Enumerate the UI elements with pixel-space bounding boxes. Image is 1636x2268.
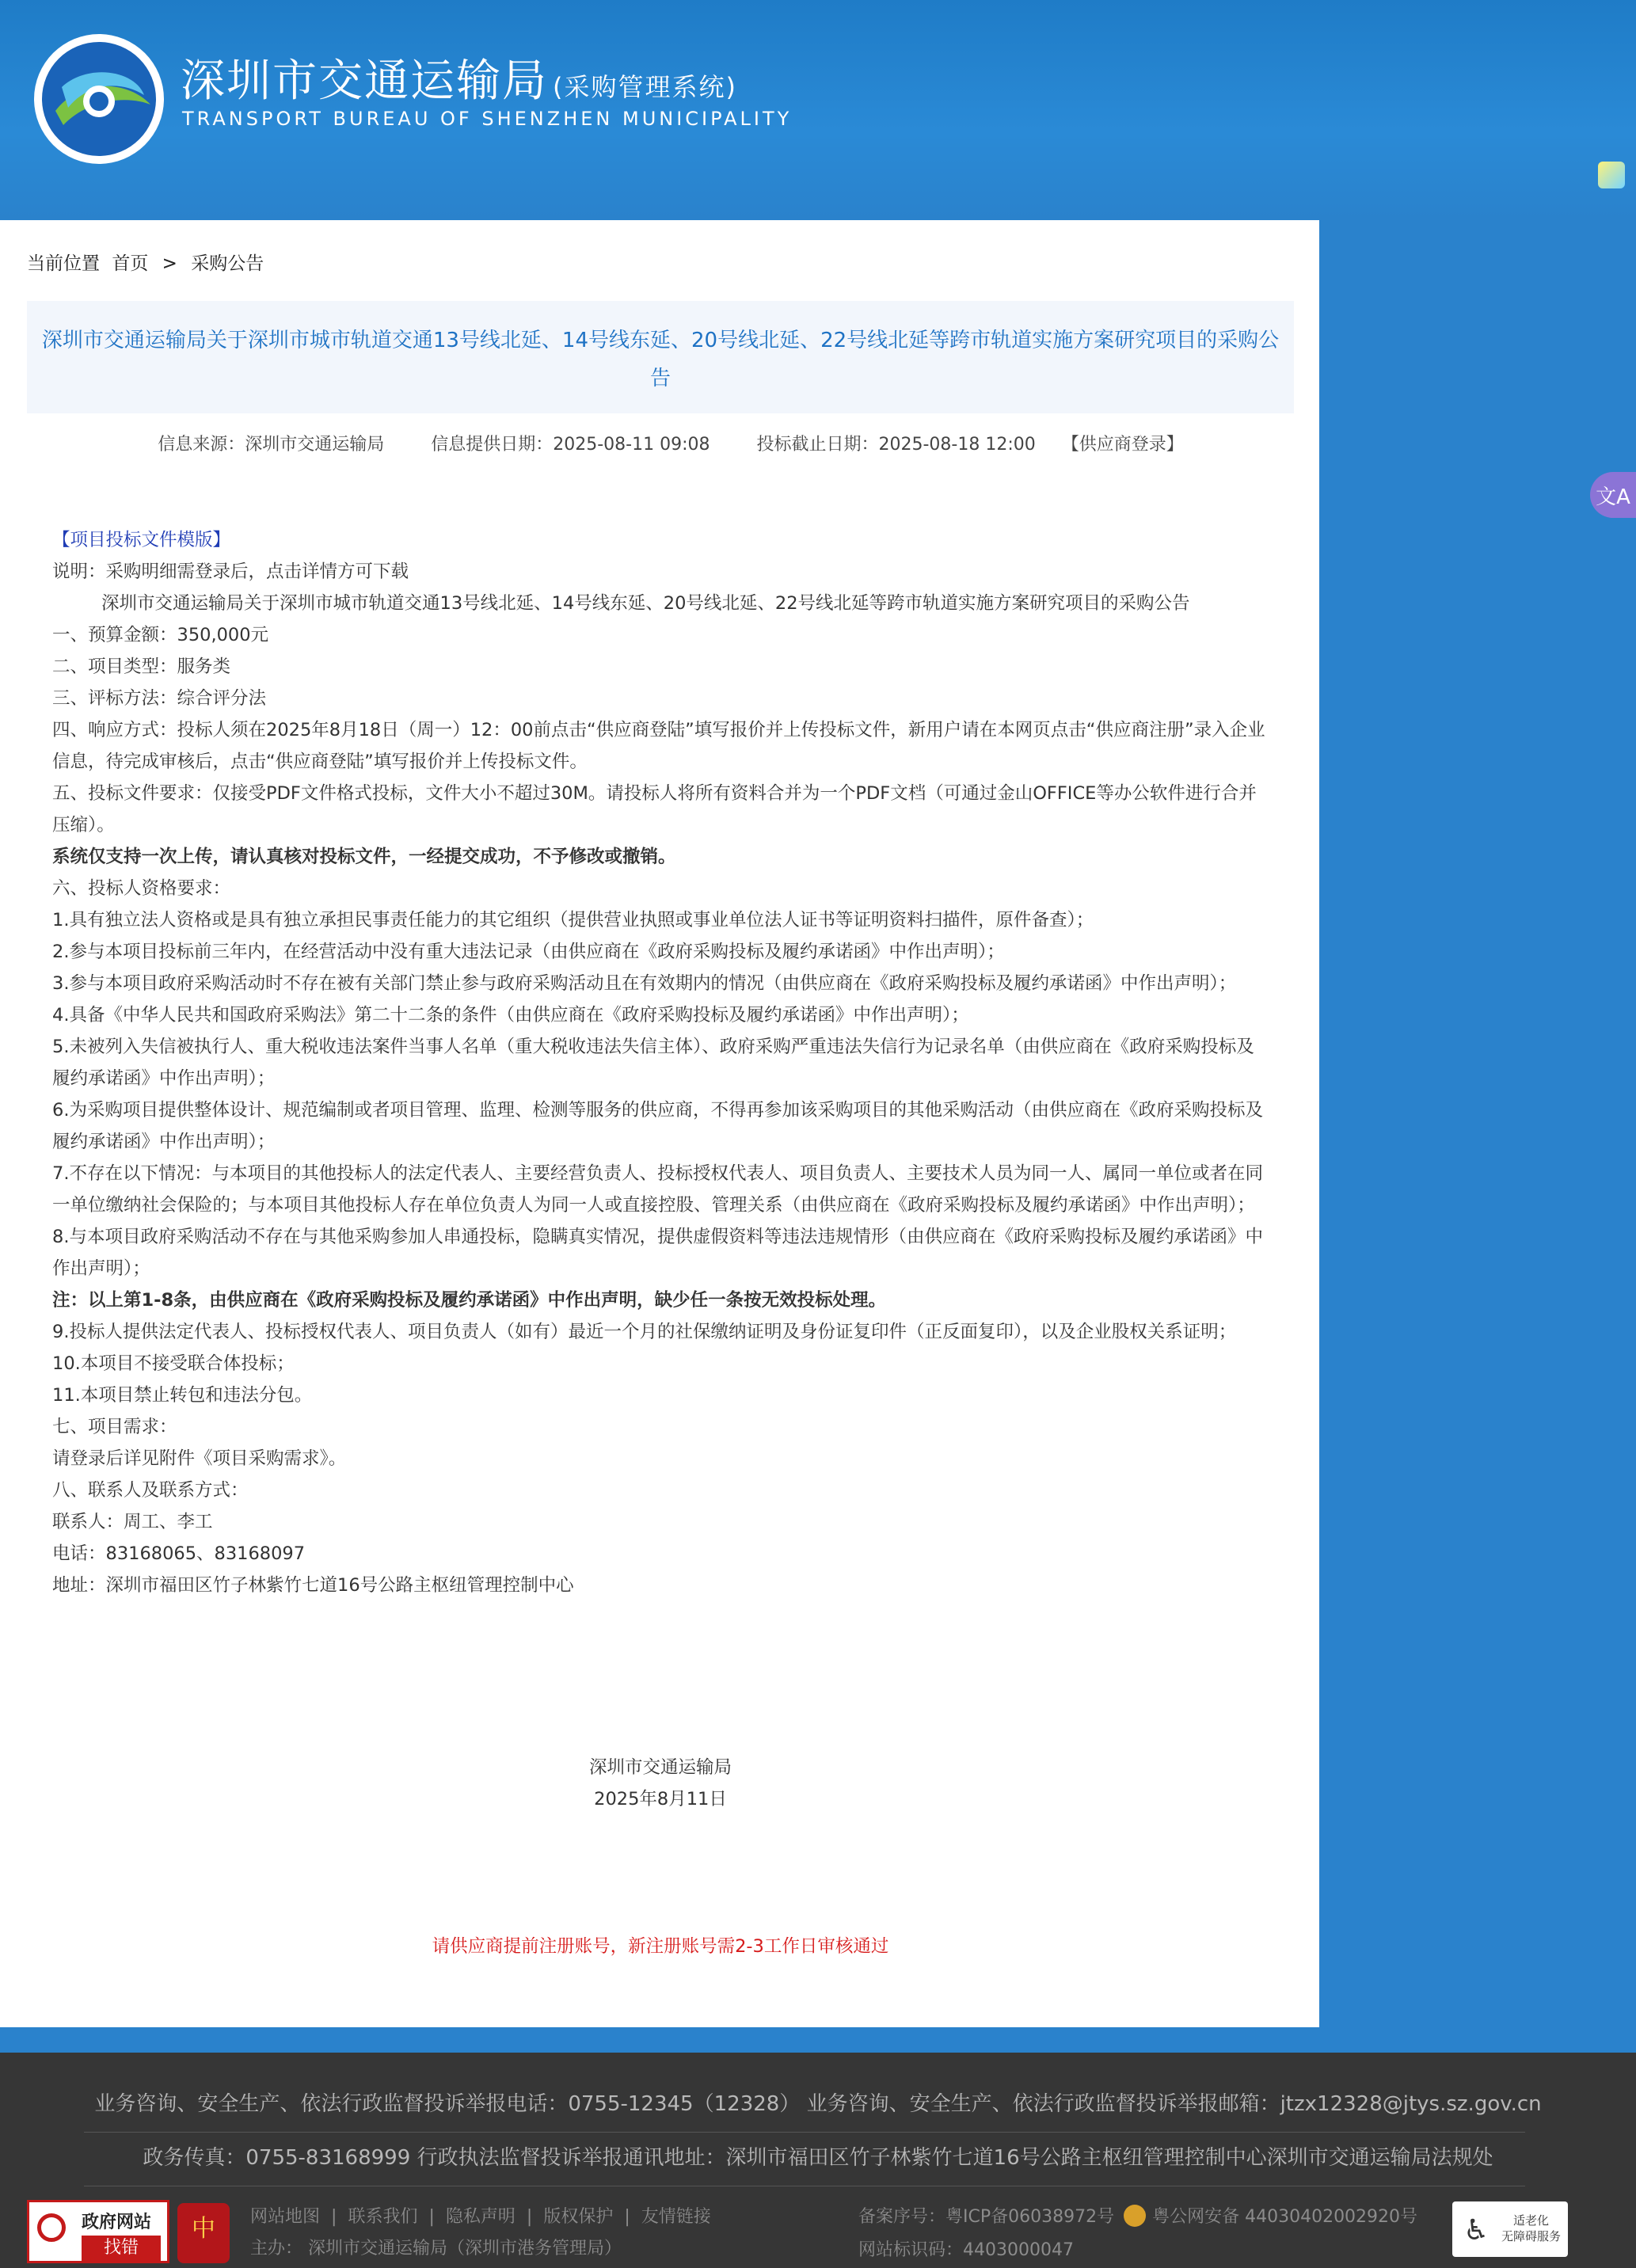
- footer-link-sitemap[interactable]: 网站地图: [250, 2207, 321, 2227]
- content-line: 1.具有独立法人资格或是具有独立承担民事责任能力的其它组织（提供营业执照或事业单位法人证书等证明资料扫描件，原件备查）；: [52, 910, 1094, 930]
- translate-button[interactable]: [1590, 472, 1636, 518]
- content-line: 请登录后详见附件《项目采购需求》。: [52, 1448, 347, 1469]
- link-separator: |: [331, 2207, 337, 2227]
- content-line-bold: 系统仅支持一次上传，请认真核对投标文件，一经提交成功，不予修改或撤销。: [52, 847, 676, 867]
- supplier-login-link[interactable]: 【供应商登录】: [1061, 435, 1184, 455]
- content-line: 2.参与本项目投标前三年内，在经营活动中没有重大违法记录（由供应商在《政府采购投标及履约承诺函》中作出声明）；: [52, 942, 1005, 962]
- footer-divider: [84, 2132, 1525, 2133]
- site-footer: [0, 2053, 1636, 2268]
- icp-link[interactable]: 备案序号：粤ICP备06038972号: [858, 2207, 1115, 2227]
- content-line: 四、响应方式：投标人须在2025年8月18日（周一）12：00前点击“供应商登陆”填写报价并上传投标文件，新用户请在本网页点击“供应商注册”录入企业信息，待完成审核后，点击“供应商登陆”填写报价并上传投标文件。: [52, 720, 1265, 772]
- site-header: [0, 0, 1636, 220]
- article-meta: [27, 431, 1294, 455]
- content-line: 地址：深圳市福田区竹子林紫竹七道16号公路主枢纽管理控制中心: [52, 1575, 574, 1596]
- footer-link-friends[interactable]: 友情链接: [641, 2207, 711, 2227]
- main-panel: [0, 220, 1319, 2027]
- link-separator: |: [428, 2207, 435, 2227]
- content-line-bold: 注：以上第1-8条，由供应商在《政府采购投标及履约承诺函》中作出声明，缺少任一条按无效投标处理。: [52, 1290, 887, 1311]
- find-error-bottom: 找错: [82, 2236, 161, 2261]
- template-download-link[interactable]: 【项目投标文件模版】: [52, 530, 231, 550]
- sign-org: 深圳市交通运输局: [588, 1757, 732, 1778]
- find-error-top: 政府网站: [82, 2213, 152, 2232]
- breadcrumb-label: 当前位置: [27, 253, 100, 274]
- content-line: 七、项目需求：: [52, 1417, 177, 1437]
- content-line: 3.参与本项目政府采购活动时不存在被有关部门禁止参与政府采购活动且在有效期内的情况（由供应商在《政府采购投标及履约承诺函》中作出声明）；: [52, 973, 1237, 994]
- footer-fax-row: 政务传真：0755-83168999 行政执法监督投诉举报通讯地址：深圳市福田区竹子林紫竹七道16号公路主枢纽管理控制中心深圳市交通运输局法规处: [143, 2146, 1493, 2170]
- breadcrumb-home-link[interactable]: 首页: [112, 253, 149, 274]
- footer-link-copyright[interactable]: 版权保护: [543, 2207, 614, 2227]
- site-title-en: TRANSPORT BUREAU OF SHENZHEN MUNICIPALITY: [182, 108, 793, 130]
- registration-notice: 请供应商提前注册账号，新注册账号需2-3工作日审核通过: [432, 1936, 889, 1957]
- content-line: 二、项目类型：服务类: [52, 656, 231, 677]
- site-title-text: 深圳市交通运输局: [181, 55, 548, 107]
- article-content: [52, 524, 1272, 1601]
- content-line: 10.本项目不接受联合体投标；: [52, 1353, 295, 1374]
- meta-provide-date: 信息提供日期：2025-08-11 09:08: [431, 435, 710, 455]
- content-line: 7.不存在以下情况：与本项目的其他投标人的法定代表人、主要经营负责人、投标授权代表人、项目负责人、主要技术人员为同一人、属同一单位或者在同一单位缴纳社会保险的；与本项目其他投标人存在单位负责人为同一人或直接控股、管理关系（由供应商在《政府采购投标及履约承诺函》中作出声明）；: [52, 1163, 1263, 1216]
- footer-link-privacy[interactable]: 隐私声明: [445, 2207, 516, 2227]
- breadcrumb-separator: >: [162, 253, 177, 274]
- site-code: 网站标识码：4403000047: [858, 2240, 1074, 2260]
- content-line: 深圳市交通运输局关于深圳市城市轨道交通13号线北延、14号线东延、20号线北延、22号线北延等跨市轨道实施方案研究项目的采购公告: [101, 593, 1190, 614]
- content-line: 11.本项目禁止转包和违法分包。: [52, 1385, 313, 1406]
- accessibility-label-line2: 无障碍服务: [1501, 2229, 1562, 2243]
- accessibility-label-line1: 适老化: [1513, 2213, 1550, 2228]
- footer-contact-row: 业务咨询、安全生产、依法行政监督投诉举报电话：0755-12345（12328） 业务咨询、安全生产、依法行政监督投诉举报邮箱：jtzx12328@jtys.sz.gov.cn: [94, 2092, 1542, 2116]
- police-record-link[interactable]: 粤公网安备 44030402002920号: [1152, 2207, 1418, 2227]
- site-title: [181, 46, 737, 109]
- content-line: 说明：采购明细需登录后，点击详情方可下载: [52, 561, 409, 582]
- footer-link-contact[interactable]: 联系我们: [348, 2207, 418, 2227]
- floating-note-icon[interactable]: [1598, 162, 1625, 188]
- breadcrumb-current-link[interactable]: 采购公告: [191, 253, 264, 274]
- content-line: 电话：83168065、83168097: [52, 1543, 306, 1564]
- content-line: 5.未被列入失信被执行人、重大税收违法案件当事人名单（重大税收违法失信主体）、政府采购严重违法失信行为记录名单（由供应商在《政府采购投标及履约承诺函》中作出声明）；: [52, 1037, 1254, 1089]
- magnifier-icon: [37, 2213, 66, 2242]
- content-line: 三、评标方法：综合评分法: [52, 688, 267, 709]
- accessibility-button[interactable]: [1452, 2201, 1568, 2257]
- sign-date: 2025年8月11日: [594, 1789, 727, 1809]
- meta-source: 信息来源：深圳市交通运输局: [158, 435, 385, 455]
- link-separator: |: [624, 2207, 630, 2227]
- party-gov-badge-icon[interactable]: [177, 2203, 230, 2263]
- find-error-button[interactable]: [27, 2200, 169, 2263]
- content-line: 六、投标人资格要求：: [52, 878, 231, 899]
- footer-links: [250, 2203, 711, 2228]
- article-title: 深圳市交通运输局关于深圳市城市轨道交通13号线北延、14号线东延、20号线北延、22号线北延等跨市轨道实施方案研究项目的采购公告: [27, 301, 1294, 413]
- content-line: 9.投标人提供法定代表人、投标授权代表人、项目负责人（如有）最近一个月的社保缴纳证明及身份证复印件（正反面复印），以及企业股权关系证明；: [52, 1322, 1237, 1342]
- police-badge-icon: [1124, 2205, 1146, 2227]
- link-separator: |: [526, 2207, 533, 2227]
- meta-deadline: 投标截止日期：2025-08-18 12:00: [756, 435, 1036, 455]
- footer-host: 主办： 深圳市交通运输局（深圳市港务管理局）: [250, 2239, 622, 2258]
- accessibility-label: [1501, 2213, 1561, 2244]
- wheelchair-icon: ♿: [1463, 2214, 1490, 2247]
- breadcrumb: [27, 249, 264, 275]
- content-line: 8.与本项目政府采购活动不存在与其他采购参加人串通投标，隐瞒真实情况，提供虚假资料等违法违规情形（由供应商在《政府采购投标及履约承诺函》中作出声明）；: [52, 1227, 1263, 1279]
- site-subtitle: (采购管理系统): [553, 72, 737, 102]
- gov-badge-text: 中: [192, 2215, 215, 2243]
- footer-icp: [858, 2203, 1417, 2228]
- content-line: 一、预算金额：350,000元: [52, 625, 269, 645]
- content-line: 八、联系人及联系方式：: [52, 1480, 249, 1501]
- bureau-logo-icon[interactable]: [32, 32, 166, 166]
- article-signature: [27, 1752, 1294, 1815]
- content-line: 6.为采购项目提供整体设计、规范编制或者项目管理、监理、检测等服务的供应商，不得再参加该采购项目的其他采购活动（由供应商在《政府采购投标及履约承诺函》中作出声明）；: [52, 1100, 1263, 1152]
- content-line: 五、投标文件要求：仅接受PDF文件格式投标，文件大小不超过30M。请投标人将所有资料合并为一个PDF文档（可通过金山OFFICE等办公软件进行合并压缩）。: [52, 783, 1257, 835]
- translate-icon: 文A: [1596, 485, 1630, 509]
- content-line: 4.具备《中华人民共和国政府采购法》第二十二条的条件（由供应商在《政府采购投标及履约承诺函》中作出声明）；: [52, 1005, 969, 1026]
- content-line: 联系人：周工、李工: [52, 1512, 213, 1532]
